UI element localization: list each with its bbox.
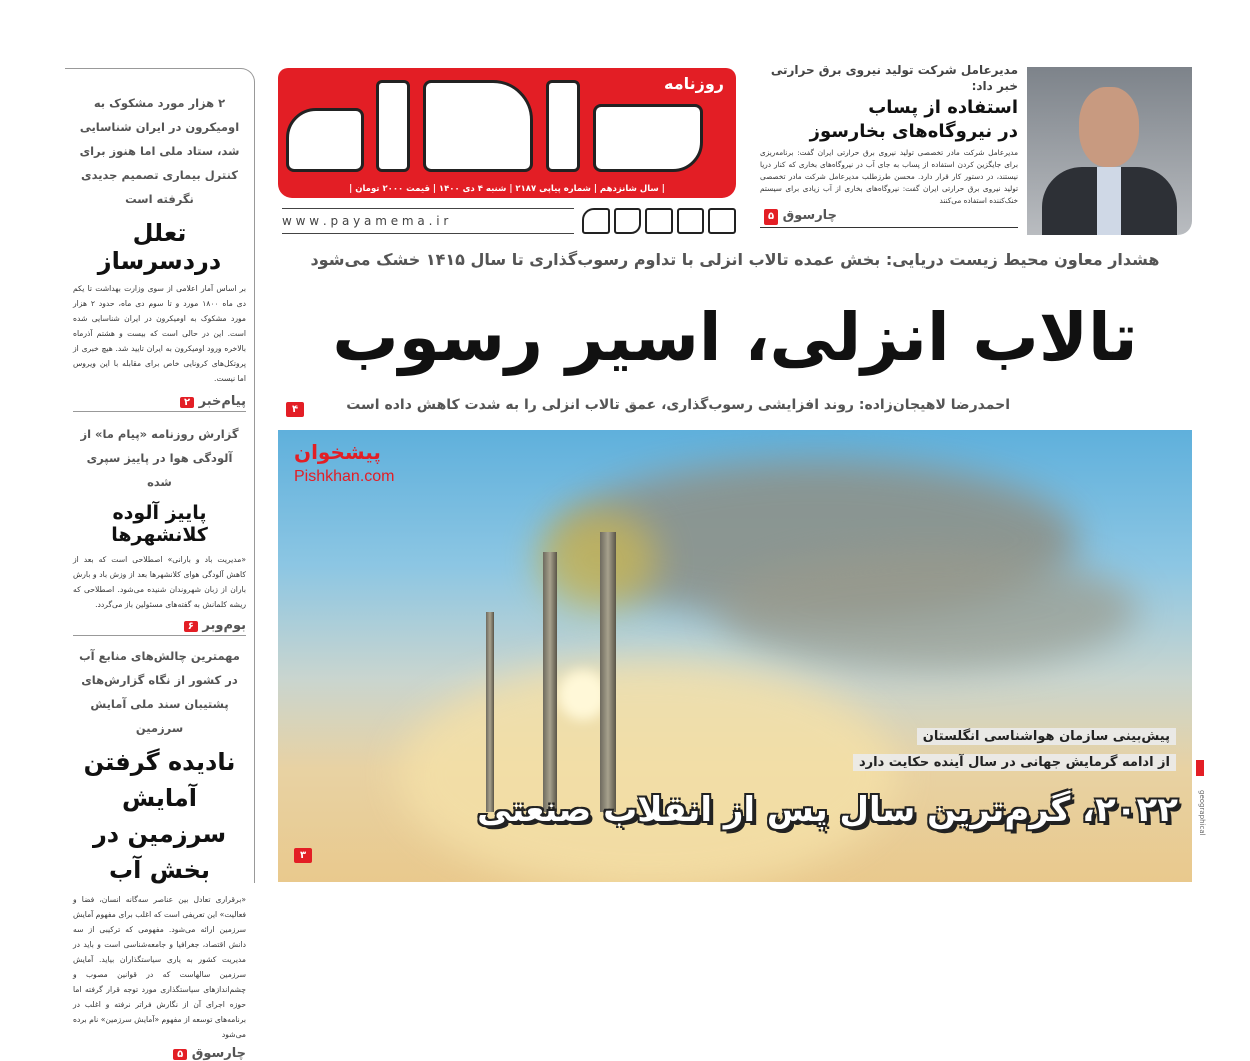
story-headline[interactable]: پاییز آلوده کلانشهرها: [111, 502, 208, 546]
face-shape: [1079, 87, 1139, 167]
story-headline[interactable]: تعلل دردسرساز: [97, 219, 222, 275]
shirt-shape: [1097, 167, 1121, 235]
portrait-photo: [1027, 67, 1192, 235]
story-headline-1[interactable]: استفاده از پساب: [868, 97, 1018, 118]
photo-headline[interactable]: ۲۰۲۲، گرم‌ترین سال پس از انقلاب صنعتی: [477, 790, 1178, 830]
main-subhead: احمدرضا لاهیجان‌زاده: روند افزایشی رسوب‌گذاری، عمق تالاب انزلی را به شدت کاهش داده است: [346, 397, 1010, 413]
photo-credit: geographical: [1198, 790, 1206, 836]
story-pollution: [73, 422, 246, 636]
story-wastewater: [760, 62, 1018, 228]
section-label[interactable]: [73, 394, 246, 412]
side-marker: [1196, 760, 1204, 776]
photo-kicker-2: از ادامه گرمایش جهانی در سال آینده حکایت دارد: [853, 754, 1176, 771]
left-column: [65, 68, 255, 1061]
story-omicron: [73, 91, 246, 412]
section-label[interactable]: [73, 618, 246, 636]
story-kicker: گزارش روزنامه «پیام ما» از آلودگی هوا در پاییز سپری شده: [80, 427, 239, 489]
section-name: بوم‌وبر: [202, 618, 246, 633]
page-badge: ۲: [180, 397, 194, 408]
page-badge: ۵: [173, 1049, 187, 1060]
story-kicker: مدیرعامل شرکت تولید نیروی برق حرارتی خبر داد:: [770, 63, 1018, 93]
issue-info: | سال شانزدهم | شماره پیاپی ۲۱۸۷ | شنبه ۴ دی ۱۴۰۰ | قیمت ۲۰۰۰ تومان |: [349, 184, 665, 194]
main-kicker: هشدار معاون محیط زیست دریایی: بخش عمده تالاب انزلی با تداوم رسوب‌گذاری تا سال ۱۴۱۵ خشک می‌شود: [310, 250, 1160, 269]
logo-letter-shape: [286, 108, 364, 172]
masthead-prefix: روزنامه: [664, 74, 724, 93]
section-label[interactable]: [760, 208, 1018, 225]
website-url[interactable]: w w w . p a y a m e m a . i r: [282, 208, 574, 234]
story-land-planning: [73, 644, 246, 1061]
photo-kicker-1: پیش‌بینی سازمان هواشناسی انگلستان: [917, 728, 1176, 745]
section-name: چارسوق: [191, 1046, 246, 1061]
logo-letter-shape: [423, 80, 533, 172]
page-badge: ۵: [764, 209, 778, 225]
cover-photo: [278, 430, 1192, 882]
logo-blocks: [582, 208, 736, 234]
logo-letter-shape: [546, 80, 580, 172]
page-badge[interactable]: ۴: [286, 402, 304, 417]
logo-letter-shape: [376, 80, 410, 172]
story-kicker: مهمترین چالش‌های منابع آب در کشور از نگاه گزارش‌های پشتیبان سند ملی آمایش سرزمین: [79, 649, 240, 735]
section-label[interactable]: [73, 1046, 246, 1061]
section-name: چارسوق: [782, 208, 837, 223]
page-badge: ۶: [184, 621, 198, 632]
logo-letter-shape: [593, 104, 703, 172]
story-body: «مدیریت باد و بارانی» اصطلاحی است که بعد از کاهش آلودگی هوای کلانشهرها بعد از وزش باد و بارش باران از زبان شهروندان شنیده می‌شود. اصطلاحی که ریشه کلمانش به گفته‌های مسئولین باز می‌گردد.: [73, 555, 246, 609]
section-name: پیام‌خبر: [198, 394, 246, 409]
masthead-logo[interactable]: [278, 68, 736, 198]
story-body: مدیرعامل شرکت مادر تخصصی تولید نیروی برق حرارتی ایران گفت: برنامه‌ریزی برای جایگزین کردن استفاده از پساب به جای آب در نیروگاه‌های بخاری که کنار دریا نیستند، در دستور کار قرار دارد. محسن طرزطلب مدیرعامل شرکت مادر تخصصی تولید نیروی برق حرارتی ایران گفت: نیروگاه‌های بخاری از آب زیادی برای سیستم خنک‌کننده استفاده می‌کنند: [760, 148, 1018, 205]
smoke-cloud: [718, 550, 1138, 670]
chimney: [543, 552, 557, 812]
story-headline-2[interactable]: در نیروگاه‌های بخارسوز: [809, 121, 1018, 142]
story-kicker: ۲ هزار مورد مشکوک به اومیکرون در ایران شناسایی شد، ستاد ملی اما هنوز برای کنترل بیماری تصمیم جدیدی نگرفته است: [79, 96, 240, 206]
page-badge: ۳: [294, 848, 312, 863]
story-headline[interactable]: نادیده گرفتن آمایش سرزمین در بخش آب: [83, 748, 236, 884]
story-body: «برقراری تعادل بین عناصر سه‌گانه انسان، فضا و فعالیت» این تعریفی است که اغلب برای مفهوم آمایش سرزمین ارائه می‌شود. مفهومی که ترکیبی از سه دانش اقتصاد، جغرافیا و جامعه‌شناسی است و باید در مدیریت کشور به یاری سیاستگذاران بیاید. آمایش سرزمین سالهاست که در قوانین مصوب و چشم‌اندازهای سیاستگذاری مورد توجه قرار گرفته اما حوزه اجرای آن از نگارش فراتر نرفته و اغلب در برنامه‌های توسعه از مفهوم «آمایش سرزمین» نام برده می‌شود: [73, 895, 246, 1039]
watermark-en: Pishkhan.com: [294, 468, 395, 485]
watermark-fa: پیشخوان: [294, 440, 381, 464]
chimney: [600, 532, 616, 812]
main-headline[interactable]: تالاب انزلی، اسیر رسوب: [332, 299, 1138, 376]
chimney: [486, 612, 494, 812]
fog: [398, 660, 898, 882]
story-body: بر اساس آمار اعلامی از سوی وزارت بهداشت تا یکم دی ماه ۱۸۰۰ مورد و تا سوم دی ماه، حدود ۲ هزار مورد مشکوک به اومیکرون در ایران شناسایی شده است. این در حالی است که بیست و هشتم آذرماه بالاخره ورود اومیکرون به ایران تایید شد. هیچ خبری از پروتکل‌های کرونایی خاص برای مقابله با این ویروس اما نیست.: [73, 284, 247, 383]
